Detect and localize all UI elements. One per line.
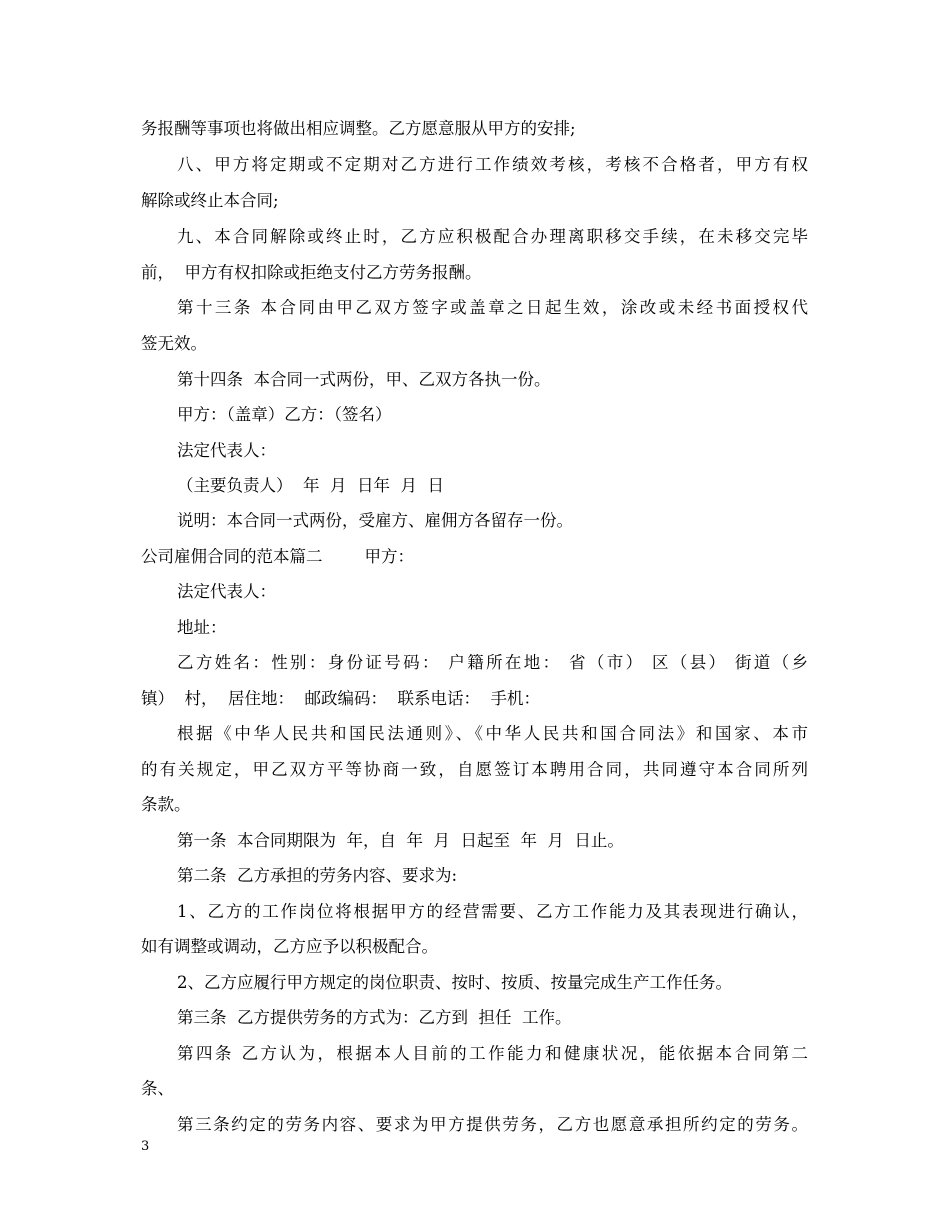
text-line: 乙方姓名：性别：身份证号码： 户籍所在地： 省（市） 区（县） 街道（乡: [177, 653, 808, 672]
text-line: 前， 甲方有权扣除或拒绝支付乙方劳务报酬。: [141, 263, 482, 282]
page-number: 3: [141, 1139, 150, 1154]
text-line: 如有调整或调动，乙方应予以积极配合。: [141, 937, 438, 956]
text-line: 第三条约定的劳务内容、要求为甲方提供劳务，乙方也愿意承担所约定的劳务。: [177, 1115, 808, 1134]
text-line: 第二条 乙方承担的劳务内容、要求为:: [177, 866, 458, 885]
text-line: 九、本合同解除或终止时，乙方应积极配合办理离职移交手续，在未移交完毕: [177, 227, 808, 246]
text-line: 务报酬等事项也将做出相应调整。乙方愿意服从甲方的安排;: [141, 119, 576, 138]
text-line: 条、: [141, 1079, 174, 1098]
text-line: 镇） 村， 居住地： 邮政编码： 联系电话： 手机：: [141, 689, 540, 708]
text-line: 说明：本合同一式两份，受雇方、雇佣方各留存一份。: [177, 511, 573, 530]
text-line: 八、甲方将定期或不定期对乙方进行工作绩效考核，考核不合格者，甲方有权: [177, 155, 808, 174]
text-line: 第一条 本合同期限为 年，自 年 月 日起至 年 月 日止。: [177, 831, 624, 850]
text-line: 根据《中华人民共和国民法通则》、《中华人民共和国合同法》和国家、本市: [177, 724, 808, 743]
text-line: 2、乙方应履行甲方规定的岗位职责、按时、按质、按量完成生产工作任务。: [177, 973, 732, 992]
text-line: 签无效。: [141, 334, 207, 353]
text-line: 1、乙方的工作岗位将根据甲方的经营需要、乙方工作能力及其表现进行确认，: [177, 902, 808, 921]
text-line: 第三条 乙方提供劳务的方式为：乙方到 担任 工作。: [177, 1008, 572, 1027]
text-line: 第十四条 本合同一式两份，甲、乙双方各执一份。: [177, 370, 551, 389]
section-heading: 公司雇佣合同的范本篇二 甲方：: [141, 547, 414, 566]
text-line: 的有关规定，甲乙双方平等协商一致，自愿签订本聘用合同，共同遵守本合同所列: [141, 760, 808, 779]
text-line: 条款。: [141, 795, 191, 814]
text-line: 地址：: [177, 618, 227, 637]
text-line: 法定代表人：: [177, 441, 276, 460]
text-line: 甲方：（盖章）乙方：（签名）: [177, 405, 392, 424]
text-line: 第十三条 本合同由甲乙双方签字或盖章之日起生效，涂改或未经书面授权代: [177, 298, 808, 317]
text-line: 法定代表人：: [177, 582, 276, 601]
text-line: 第四条 乙方认为，根据本人目前的工作能力和健康状况，能依据本合同第二: [177, 1044, 808, 1063]
text-line: 解除或终止本合同;: [141, 191, 279, 210]
text-line: （主要负责人） 年 月 日年 月 日: [177, 476, 444, 495]
